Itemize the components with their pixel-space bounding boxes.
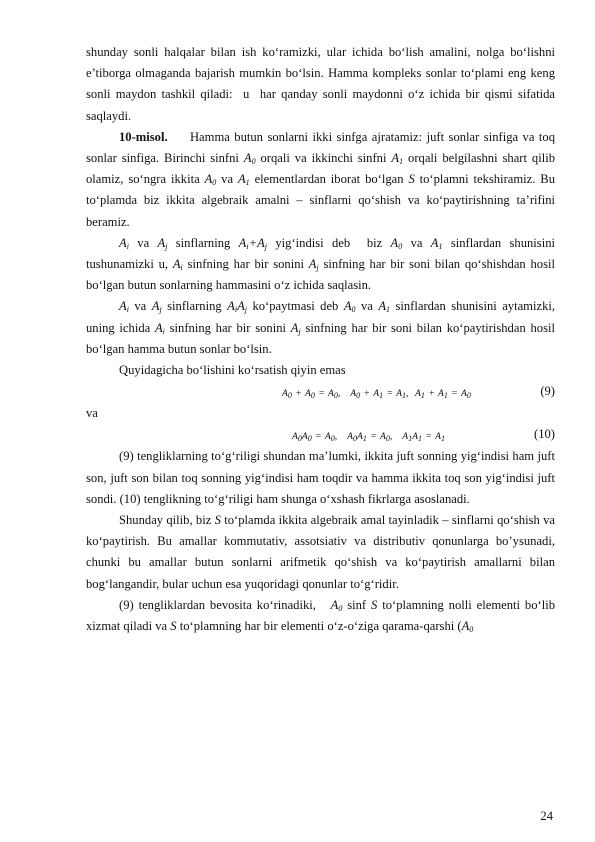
example-label: 10-misol.: [119, 129, 168, 144]
body-text: [86, 42, 555, 637]
paragraph-conclusion: Shunday qilib, biz S to‘plamda ikkita algebraik amal tayinladik – sinflarni qo‘shish va ko‘paytirish. Bu amallar kommutativ, assotsiativ va distributiv qonunlarga bo’ysunadi, chunki bu amallar butun sonlarni arifmetik qo‘shish va ko‘paytirish amallarni bilan bog‘langandir, bular uchun esa yuqoridagi qonunlar to‘g‘ridir.: [86, 513, 555, 591]
paragraph-1: shunday sonli halqalar bilan ish ko‘ramizki, ular ichida bo‘lish amalini, nolga bo‘lishni e’tiborga olmaganda bajarish mumkin bo‘lsin. Hamma kompleks sonlar to‘plami eng keng sonli maydon tashkil qiladi: u har qanday sonli maydonni o‘z ichida bir qismi sifatida saqlaydi.: [86, 45, 555, 123]
paragraph-proof: (9) tengliklarning to‘g‘riligi shundan ma’lumki, ikkita juft sonning yig‘indisi ham juft son, juft son bilan toq sonning yig‘indisi ham toqdir va hamma ikkita toq son yig‘indisi juft sondi. (10) tenglikning to‘g‘riligi ham shunga o‘xshash fikrlarga asoslanadi.: [86, 449, 555, 506]
paragraph-sum-definition: $A_i$ va $A_j$ sinflarning $A_i+A_j$ yig‘indisi deb biz $A_0$ va $A_1$ sinflardan shunisini tushunamizki u, $A_i$ sinfning har bir sonini $A_j$ sinfning har bir soni bilan qo‘shishdan hosil bo‘lgan butun sonlarning hammasini o‘z ichida saqlasin.: [86, 235, 555, 293]
formula-10: [86, 424, 555, 446]
paragraph-product-definition: $A_i$ va $A_j$ sinflarning $A_iA_j$ ko‘paytmasi deb $A_0$ va $A_1$ sinflardan shunisini aytamizki, uning ichida $A_i$ sinfning har bir sonini $A_j$ sinfning har bir soni bilan ko‘paytirishdan hosil bo‘lgan hamma butun sonlar bo‘lsin.: [86, 299, 556, 356]
paragraph-va: va: [86, 406, 98, 421]
page-number: 24: [540, 809, 553, 823]
paragraph-intro-formulas: Quyidagicha bo‘lishini ko‘rsatish qiyin emas: [119, 363, 346, 378]
formula-9-expression: $A_0 + A_0 = A_0$, $A_0 + A_1 = A_1$, $A_1 + A_1 = A_0$: [282, 388, 471, 401]
paragraph-example-10: 10-misol. Hamma butun sonlarni ikki sinfga ajratamiz: juft sonlar sinfiga va toq sonlar sinfiga. Birinchi sinfni $A_0$ orqali va ikkinchi sinfni $A_1$ orqali belgilashni shart qilib olamiz, so‘ngra ikkita $A_0$ va $A_1$ elementlardan iborat bo‘lgan S to‘plamni tekshiramiz. Bu to‘plamda biz ikkita algebraik amalni – sinflarni qo‘shish va ko‘paytirishning ta’rifini beramiz.: [86, 129, 556, 229]
paragraph-zero-element: (9) tengliklardan bevosita ko‘rinadiki, $A_0$ sinf S to‘plamning nolli elementi bo‘lib xizmat qiladi va S to‘plamning har bir elementi o‘z-o‘ziga qarama-qarshi ($A_0$: [86, 597, 556, 635]
formula-9-number: (9): [540, 384, 555, 399]
formula-10-expression: $A_0A_0 = A_0$, $A_0A_1 = A_0$, $A_1A_1 = A_1$: [292, 431, 445, 444]
formula-9: [86, 381, 555, 403]
formula-10-number: (10): [534, 427, 555, 442]
